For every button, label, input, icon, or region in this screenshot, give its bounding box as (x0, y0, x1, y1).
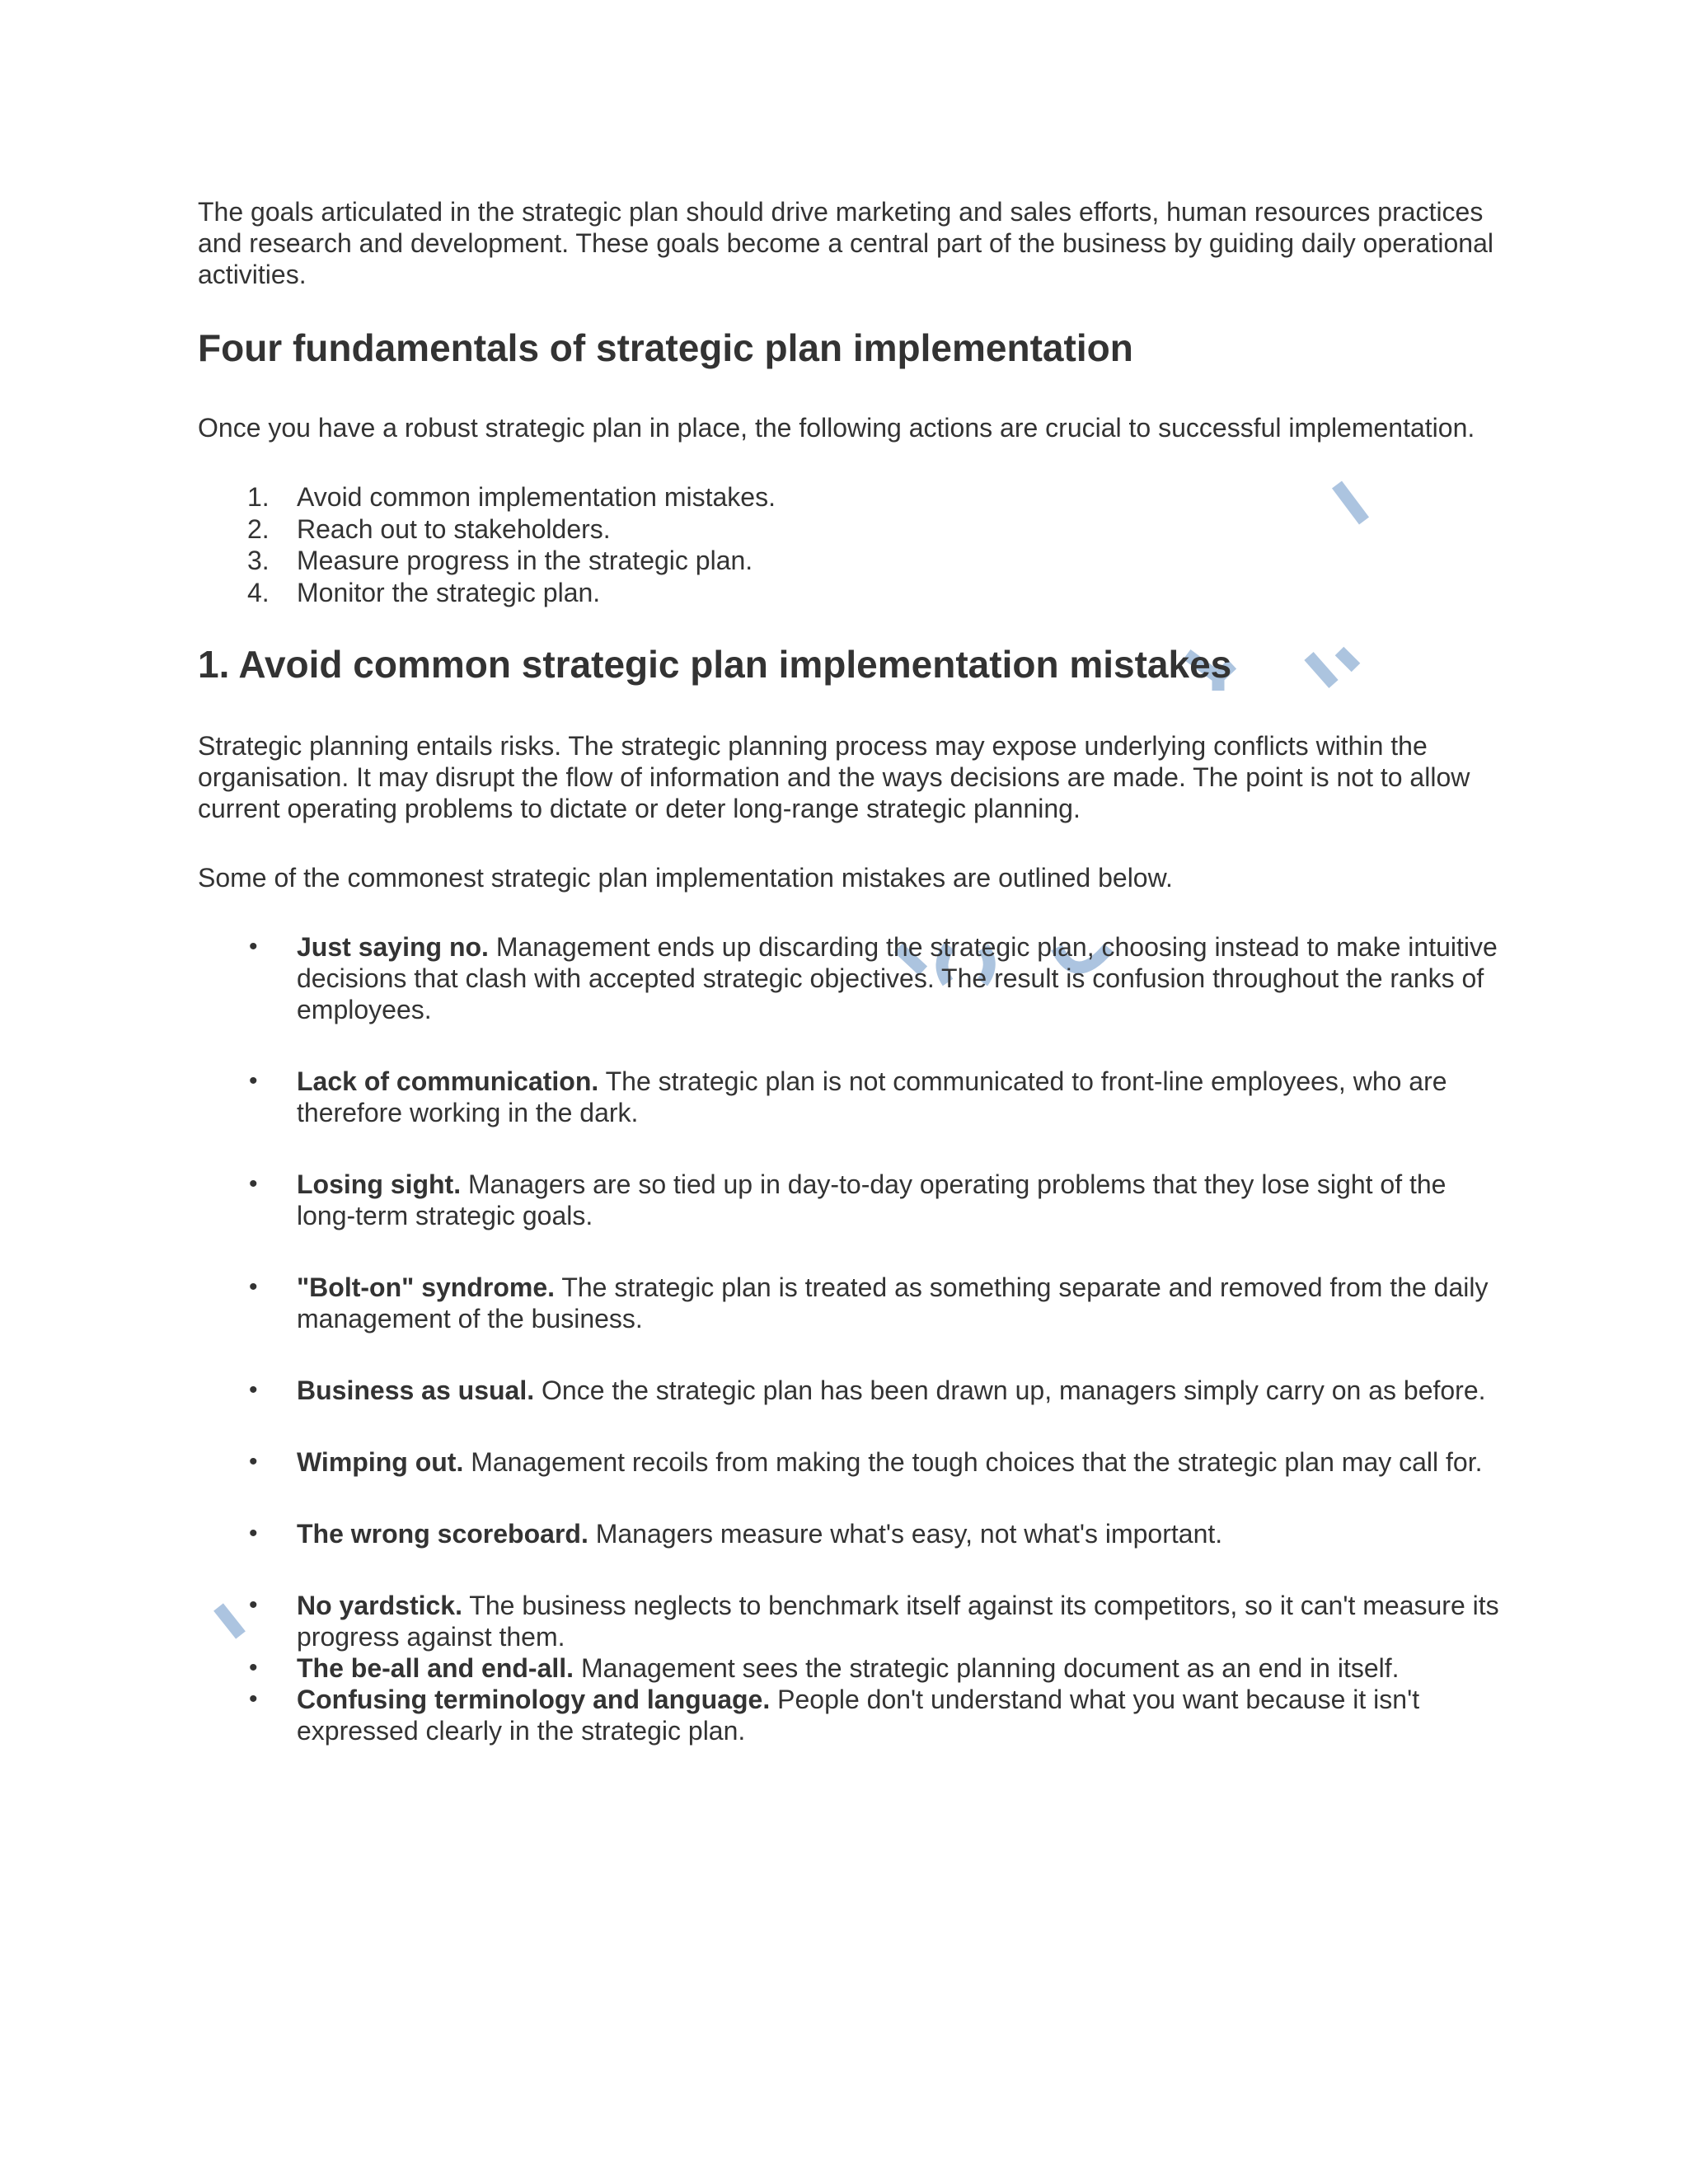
section-heading-mistakes: 1. Avoid common strategic plan implementation mistakes (198, 643, 1232, 686)
list-item (198, 481, 1500, 513)
list-item-title: Wimping out. (297, 1447, 464, 1477)
list-item-title: Lack of communication. (297, 1066, 599, 1096)
list-item-text: The strategic plan is not communicated to front-line employees, who are therefore working in the dark. (297, 1066, 1447, 1127)
list-item-text: Management recoils from making the tough choices that the strategic plan may call for. (463, 1447, 1483, 1477)
list-item (198, 1375, 1500, 1406)
list-item-title: "Bolt-on" syndrome. (297, 1272, 556, 1302)
list-item-title: Just saying no. (297, 932, 489, 962)
list-item-text: The strategic plan is treated as something separate and removed from the daily management of the business. (297, 1272, 1489, 1333)
list-item (198, 577, 1500, 609)
list-item-text: Monitor the strategic plan. (297, 577, 601, 607)
list-item-title: No yardstick. (297, 1591, 462, 1620)
list-item-number: 3. (247, 546, 270, 575)
list-item (198, 1272, 1500, 1334)
bullet-icon: • (249, 1273, 258, 1301)
list-item-text: Measure progress in the strategic plan. (297, 546, 753, 575)
list-item (198, 1684, 1500, 1746)
list-item (198, 1518, 1500, 1549)
list-item (198, 513, 1500, 546)
list-item (198, 1066, 1500, 1128)
bullet-icon: • (249, 1170, 258, 1197)
bullet-icon: • (249, 1654, 258, 1681)
document-body (198, 196, 1500, 1746)
bullet-icon: • (249, 1591, 258, 1619)
list-item (198, 1446, 1500, 1478)
fundamentals-lead-paragraph: Once you have a robust strategic plan in place, the following actions are crucial to successful implementation. (198, 413, 1475, 443)
list-item (198, 545, 1500, 577)
list-item-title: The wrong scoreboard. (297, 1519, 588, 1549)
list-item-text: Once the strategic plan has been drawn up, managers simply carry on as before. (534, 1376, 1486, 1405)
list-item (198, 1652, 1500, 1684)
list-item (198, 1590, 1500, 1652)
mistakes-list (198, 931, 1500, 1746)
intro-paragraph: The goals articulated in the strategic plan should drive marketing and sales efforts, human resources practices and research and development. These goals become a central part of the business by guiding daily operational activities. (198, 197, 1493, 289)
list-item (198, 931, 1500, 1025)
bullet-icon: • (249, 1685, 258, 1713)
bullet-icon: • (249, 1376, 258, 1404)
list-item-number: 4. (247, 577, 270, 607)
bullet-icon: • (249, 1520, 258, 1547)
list-item-title: Losing sight. (297, 1169, 462, 1199)
list-item-number: 1. (247, 482, 270, 512)
bullet-icon: • (249, 933, 258, 960)
list-item-text: Managers are so tied up in day-to-day operating problems that they lose sight of the long-term strategic goals. (297, 1169, 1447, 1230)
bullet-icon: • (249, 1448, 258, 1475)
mistakes-intro-paragraph: Strategic planning entails risks. The strategic planning process may expose underlying conflicts within the organisation. It may disrupt the flow of information and the ways decisions are made. The point is not to allow current operating problems to dictate or deter long-range strategic planning. (198, 731, 1470, 823)
list-item-text: Managers measure what's easy, not what's important. (588, 1519, 1223, 1549)
list-item (198, 1169, 1500, 1231)
mistakes-lead-paragraph: Some of the commonest strategic plan implementation mistakes are outlined below. (198, 863, 1173, 893)
list-item-title: The be-all and end-all. (297, 1653, 574, 1683)
list-item-text: Management ends up discarding the strategic plan, choosing instead to make intuitive decisions that clash with accepted strategic objectives. The result is confusion throughout the ranks of employees. (297, 932, 1498, 1024)
section-heading-fundamentals: Four fundamentals of strategic plan implementation (198, 326, 1133, 369)
list-item-title: Confusing terminology and language. (297, 1685, 771, 1714)
fundamentals-list (198, 481, 1500, 608)
list-item-text: Avoid common implementation mistakes. (297, 482, 776, 512)
list-item-text: The business neglects to benchmark itself against its competitors, so it can't measure its progress against them. (297, 1591, 1499, 1652)
bullet-icon: • (249, 1067, 258, 1094)
list-item-text: Reach out to stakeholders. (297, 513, 611, 544)
list-item-title: Business as usual. (297, 1376, 535, 1405)
list-item-number: 2. (247, 513, 270, 544)
list-item-text: People don't understand what you want because it isn't expressed clearly in the strategic plan. (297, 1685, 1420, 1746)
list-item-text: Management sees the strategic planning document as an end in itself. (574, 1653, 1400, 1683)
